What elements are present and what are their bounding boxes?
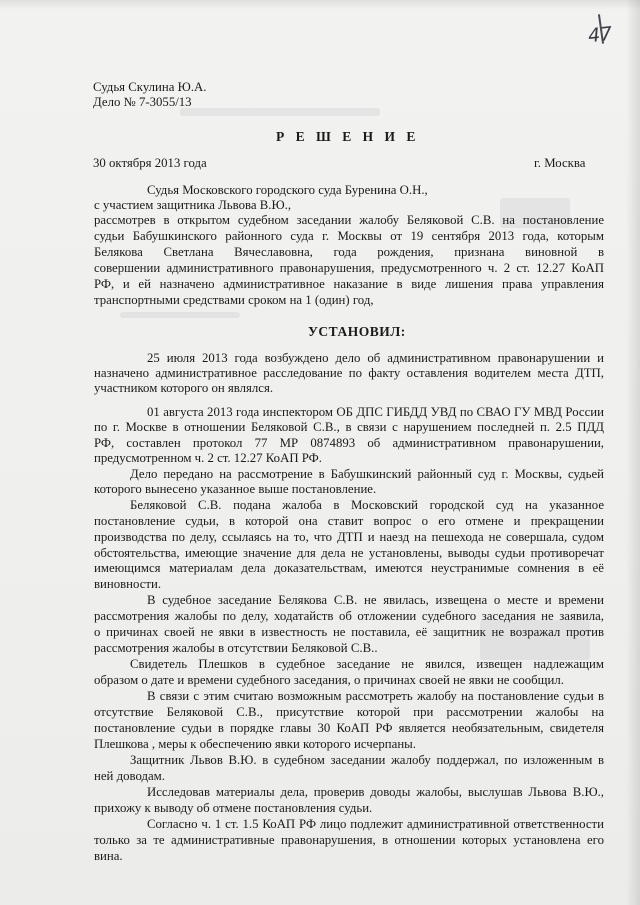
- body-line: по г. Москве в отношении Беляковой С.В., в связи с нарушением последней п. 2.5 ПДД: [94, 420, 604, 434]
- body-line: образом о дате и времени судебного заседания, о причинах своей не явки не сообщил.: [94, 673, 564, 687]
- body-line: РФ, составлен протокол 77 МР 0874893 об административном правонарушении,: [94, 436, 604, 450]
- handwritten-page-number: 47: [586, 22, 614, 48]
- case-number: Дело № 7-3055/13: [93, 95, 192, 109]
- intro-line: транспортными средствами сроком на 1 (один) год,: [94, 293, 374, 307]
- body-line: Беляковой С.В. подана жалоба в Московский городской суд на указанное: [130, 498, 604, 512]
- scan-edge-shadow: [626, 0, 640, 905]
- body-line: только за те административные правонарушения, в отношении которых установлена его: [94, 833, 604, 847]
- body-line: постановление судьи, в которой она ставит вопрос о его отмене и прекращении: [94, 514, 604, 528]
- body-line: ней доводам.: [94, 769, 165, 783]
- body-line: производства по делу, ссылаясь на то, что ДТП и наезд на пешехода не совершала, судом: [94, 530, 604, 544]
- judge-line: Судья Скулина Ю.А.: [93, 80, 207, 94]
- body-line: участником которого он являлся.: [94, 381, 274, 395]
- body-line: виновности.: [94, 577, 162, 591]
- bleed-through-mark: [120, 312, 240, 318]
- body-line: рассмотрения жалобы по делу, ходатайств об отложении судебного заседания не заявила,: [94, 609, 604, 623]
- body-line: 25 июля 2013 года возбуждено дело об административном правонарушении и: [147, 351, 604, 365]
- body-line: 01 августа 2013 года инспектором ОБ ДПС ГИБДД УВД по СВАО ГУ МВД России: [147, 405, 604, 419]
- intro-line: РФ, и ей назначено административное наказание в виде лишения права управления: [94, 277, 604, 291]
- body-line: Исследовав материалы дела, проверив доводы жалобы, выслушав Львова В.Ю.,: [147, 785, 604, 799]
- body-line: обстоятельства, имеющие значение для дела не установлены, выводы судьи противоречат: [94, 546, 604, 560]
- body-line: Свидетель Плешков в судебное заседание не явился, извещен надлежащим: [130, 657, 604, 671]
- intro-line: Белякова Светлана Вячеславовна, года рождения, признана виновной в: [94, 245, 604, 259]
- bleed-through-mark: [180, 108, 380, 116]
- intro-line: совершении административного правонарушения, предусмотренного ч. 2 ст. 12.27 КоАП: [94, 261, 604, 275]
- intro-line: с участием защитника Львова В.Ю.,: [94, 198, 292, 212]
- decision-date: 30 октября 2013 года: [93, 156, 207, 170]
- body-line: Дело передано на рассмотрение в Бабушкинский районный суд г. Москвы, судьей: [130, 467, 604, 481]
- body-line: которого вынесено указанное выше постановление.: [94, 482, 377, 496]
- body-line: назначено административное расследование по факту оставления водителем места ДТП,: [94, 366, 604, 380]
- body-line: Защитник Львов В.Ю. в судебном заседании жалобу поддержал, по изложенным в: [130, 753, 604, 767]
- body-line: о причинах своей не явки в известность не поставила, её защитник не возражал против: [94, 625, 604, 639]
- body-line: Согласно ч. 1 ст. 1.5 КоАП РФ лицо подлежит административной ответственности: [147, 817, 604, 831]
- document-title: Р Е Ш Е Н И Е: [276, 129, 420, 144]
- intro-line: судьи Бабушкинского районного суда г. Москвы от 19 сентября 2013 года, которым: [94, 229, 604, 243]
- body-line: вина.: [94, 849, 123, 863]
- section-title: УСТАНОВИЛ:: [308, 324, 406, 339]
- body-line: имеющимся материалам дела доказательствам, имеются неустранимые сомнения в её: [94, 561, 604, 575]
- intro-line: рассмотрев в открытом судебном заседании жалобу Беляковой С.В. на постановление: [94, 213, 604, 227]
- body-line: Плешкова , меры к обеспечению явки которого исчерпаны.: [94, 737, 416, 751]
- body-line: отсутствие Беляковой С.В., присутствие которой при рассмотрении жалобы на: [94, 705, 604, 719]
- scan-top-shadow: [0, 0, 640, 10]
- body-line: В связи с этим считаю возможным рассмотреть жалобу на постановление судьи в: [147, 689, 604, 703]
- body-line: постановление судьи в порядке главы 30 КоАП РФ является необязательным, свидетеля: [94, 721, 604, 735]
- body-line: В судебное заседание Белякова С.В. не явилась, извещена о месте и времени: [147, 593, 604, 607]
- decision-city: г. Москва: [534, 156, 586, 170]
- body-line: рассмотрения жалобы в отсутствии Беляковой С.В..: [94, 641, 378, 655]
- intro-line: Судья Московского городского суда Буренина О.Н.,: [147, 183, 428, 197]
- body-line: прихожу к выводу об отмене постановления судьи.: [94, 801, 373, 815]
- body-line: предусмотренном ч. 2 ст. 12.27 КоАП РФ.: [94, 451, 322, 465]
